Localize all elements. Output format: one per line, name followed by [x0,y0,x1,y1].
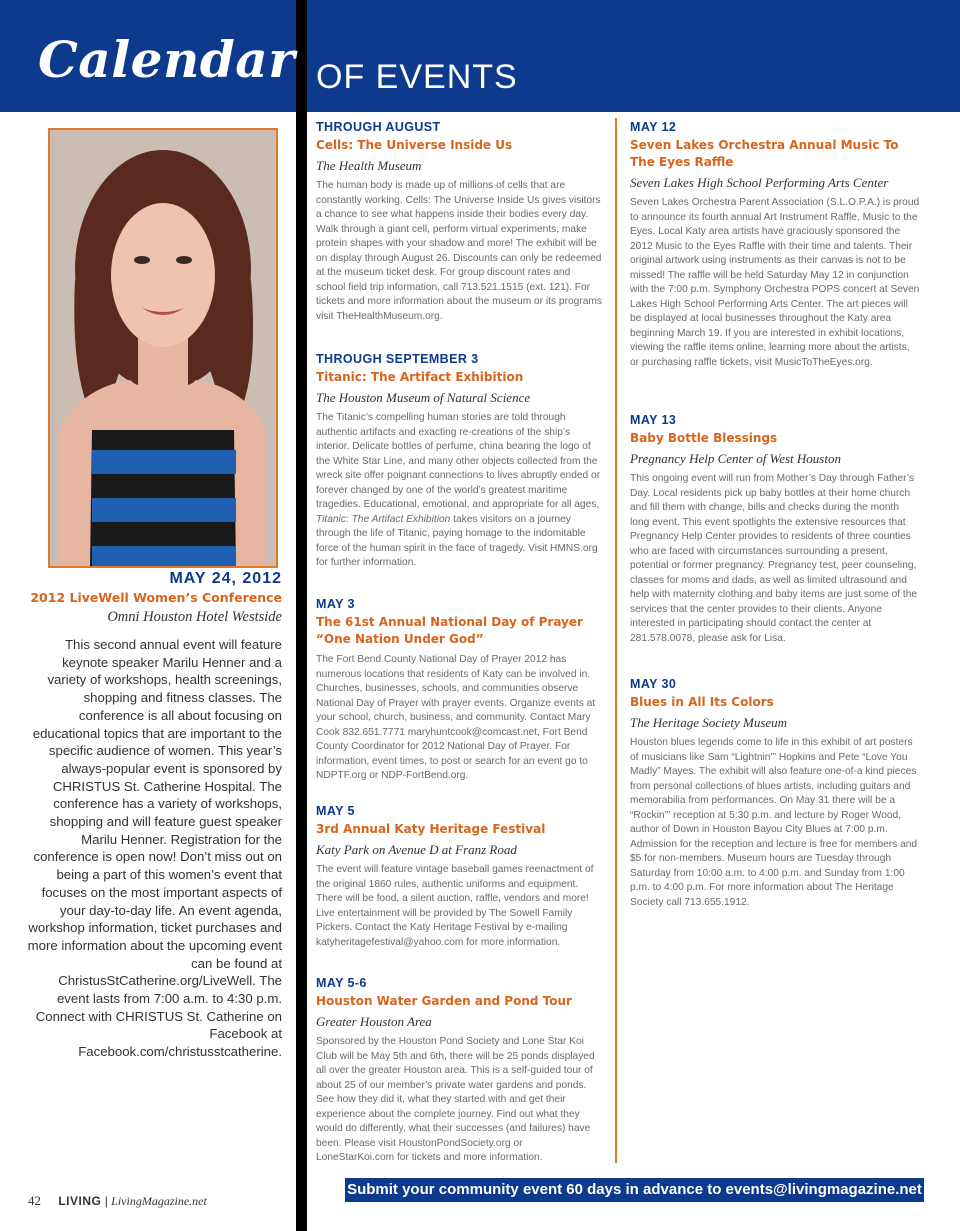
event-body: Houston blues legends come to life in this exhibit of art posters of musicians like Sam “Lightnin’” Hopkins and Pete “Love You Madly” Mayes. The exhibit will also feature one-of-a kind pieces from personal collections of blues artists, including guitars and memorabilia from performances. On May 31 there will be a “Rockin’” reception at 5:30 p.m. and lecture by Roger Wood, author of Down in Houston Bayou City Blues at 7:00 p.m. Admission for the reception and lecture is free for members and $5 for non-members. Museum hours are Tuesday through Saturday from 10:00 a.m. to 4:00 p.m. and Sunday from 1:00 p.m. to 4:00 p.m. For more information about The Heritage Society call 713.655.1912. [630,737,918,908]
vertical-black-divider [296,0,307,1231]
featured-venue: Omni Houston Hotel Westside [107,609,282,625]
event-venue: Greater Houston Area [316,1014,432,1029]
event-titanic [316,352,602,571]
featured-title: 2012 LiveWell Women’s Conference [30,590,282,605]
event-date: MAY 3 [316,597,355,611]
magazine-site: LivingMagazine.net [111,1194,207,1208]
page-footer [28,1193,207,1209]
featured-event [24,568,282,1061]
event-date: MAY 30 [630,677,677,691]
event-body: This ongoing event will run from Mother’s Day through Father’s Day. Local residents pick up baby bottles at their home church and fill them with change, bills and checks during the month long event. This event spotlights the extensive resources that Pregnancy Help Center provides to residents of three counties who are faced with circumstances surrounding a present, potential or former pregnancy. Pregnancy test, peer counseling, classes for moms and dads, as well as limited ultrasound and help with maternity clothing and baby items are just some of the services that the center provides to their clients. Anyone interested in participating should contact the center at 281.578.0078, please ask for Lisa. [630,473,918,644]
event-date: THROUGH AUGUST [316,120,441,134]
event-body-italic: Titanic: The Artifact Exhibition [316,513,451,525]
portrait-image [50,130,276,566]
event-body: Seven Lakes Orchestra Parent Association (S.L.O.P.A.) is proud to announce its fourth annual Art Instrument Raffle, Music to the Eyes. Local Katy area artists have graciously sponsored the 2012 Music to the Eyes Raffle with their time and talents. Their original artwork using instruments as their canvas is not to be missed! The raffle will be held Saturday May 12 in conjunction with the 7:00 p.m. Symphony Orchestra POPS concert at Seven Lakes High School Performing Arts Center. The art pieces will be displayed at local businesses throughout the Katy area beginning March 19. If you are interested in exhibit locations, viewing the raffle items online, learning more about the artists, or purchasing raffle tickets, visit MusicToTheEyes.org. [630,197,920,368]
event-title: Blues in All Its Colors [630,695,774,709]
event-katy-heritage [316,804,602,950]
magazine-name: LIVING [58,1194,102,1208]
featured-photo [48,128,278,568]
event-seven-lakes [630,120,920,370]
column-divider [615,118,617,1163]
page-title-caps: OF EVENTS [316,58,518,96]
submit-event-banner: Submit your community event 60 days in advance to events@livingmagazine.net [345,1178,924,1202]
event-blues [630,677,920,910]
event-title: 3rd Annual Katy Heritage Festival [316,822,546,836]
event-venue: Katy Park on Avenue D at Franz Road [316,842,517,857]
footer-separator: | [104,1194,108,1208]
event-venue: The Heritage Society Museum [630,715,788,730]
event-venue: The Houston Museum of Natural Science [316,390,531,405]
featured-date: MAY 24, 2012 [169,570,282,587]
event-title: Baby Bottle Blessings [630,431,778,445]
event-venue: Pregnancy Help Center of West Houston [630,451,841,466]
event-body [316,411,602,571]
event-title: Houston Water Garden and Pond Tour [316,994,572,1008]
event-title: Seven Lakes Orchestra Annual Music To The Eyes Raffle [630,138,899,169]
event-venue: Seven Lakes High School Performing Arts Center [630,175,889,190]
event-body: The human body is made up of millions of cells that are constantly working. Cells: The Universe Inside Us gives visitors a chance to see what happens inside their bodies every day. Walk through a giant cell, perform virtual experiments, make protein shapes with your shadow and more! The exhibit will be on display through August 26. Discounts can only be redeemed at the museum ticket desk. For group discount rates and school field trip information, call 713.521.1515 (ext. 121). For tickets and more information about the museum or its programs visit TheHealthMuseum.org. [316,180,602,322]
event-date: MAY 5-6 [316,976,367,990]
event-body-text: The Titanic’s compelling human stories are told through authentic artifacts and exacting re-creations of the ship’s interior. Delicate bottles of perfume, china bearing the logo of the White Star Line, and many other objects collected from the wreck site offer poignant connections to lives abruptly ended or forever changed by one of the world’s greatest maritime tragedies. Educational, emotional, and appropriate for all ages, [316,412,601,510]
featured-body: This second annual event will feature keynote speaker Marilu Henner and a variety of workshops, health screenings, shopping and fitness classes. The conference is all about focusing on educational topics that are important to the specific audience of women. This year’s always-popular event is sponsored by CHRISTUS St. Catherine Hospital. The conference has a variety of workshops, shopping and will feature guest speaker Marilu Henner. Registration for the conference is open now! Don’t miss out on being a part of this women’s event that focuses on the most important aspects of your day-to-day life. An event agenda, workshop information, ticket purchases and more information about the upcoming event can be found at ChristusStCatherine.org/LiveWell. The event lasts from 7:00 a.m. to 4:30 p.m. Connect with CHRISTUS St. Catherine on Facebook at Facebook.com/christusstcatherine. [27,637,282,1060]
page-title-script: Calendar [38,30,296,89]
event-body: The event will feature vintage baseball games reenactment of the original 1860 rules, authentic uniforms and equipment. There will be food, a silent auction, raffle, vendors and more! Live entertainment will be provided by The Sowell Family Pickers. Contact the Katy Heritage Festival by e-mailing katyheritagefestival@yahoo.com for more information. [316,864,594,948]
event-venue: The Health Museum [316,158,422,173]
event-pond-tour [316,976,602,1166]
event-title: The 61st Annual National Day of Prayer “One Nation Under God” [316,615,583,646]
event-cells [316,120,602,324]
event-title: Titanic: The Artifact Exhibition [316,370,524,384]
event-date: MAY 12 [630,120,677,134]
event-body: The Fort Bend County National Day of Prayer 2012 has numerous locations that residents of Katy can be involved in. Churches, businesses, schools, and communities observe National Day of Prayer with prayer events. Organize events at your school, church, business, and community. Contact Mary Cook 832.651.7771 maryhuntcook@comcast.net, Fort Bend County Coordinator for 2012 National Day of Prayer. For information, event times, to post or search for an event go to NDPTF.org or NDP-FortBend.org. [316,654,596,781]
event-day-of-prayer [316,597,602,784]
page-number: 42 [28,1193,41,1208]
event-date: MAY 13 [630,413,677,427]
event-body-text-end: takes visitors on a journey through the life of Titanic, paying homage to the indomitable force of the human spirit in the face of tragedy. Visit HMNS.org for further information. [316,513,598,568]
event-body: Sponsored by the Houston Pond Society and Lone Star Koi Club will be May 5th and 6th, there will be 25 ponds displayed all over the greater Houston area. This is a self-guided tour of about 25 of our member’s private water gardens and ponds. See how they did it, what they started with and get their experience about the complete journey. Find out what they would do differently, what their successes (and failures) have been. Please visit HoustonPondSociety.org or LoneStarKoi.com for tickets and more information. [316,1036,595,1163]
event-date: THROUGH SEPTEMBER 3 [316,352,479,366]
event-baby-bottle [630,413,920,646]
event-title: Cells: The Universe Inside Us [316,138,513,152]
event-date: MAY 5 [316,804,355,818]
